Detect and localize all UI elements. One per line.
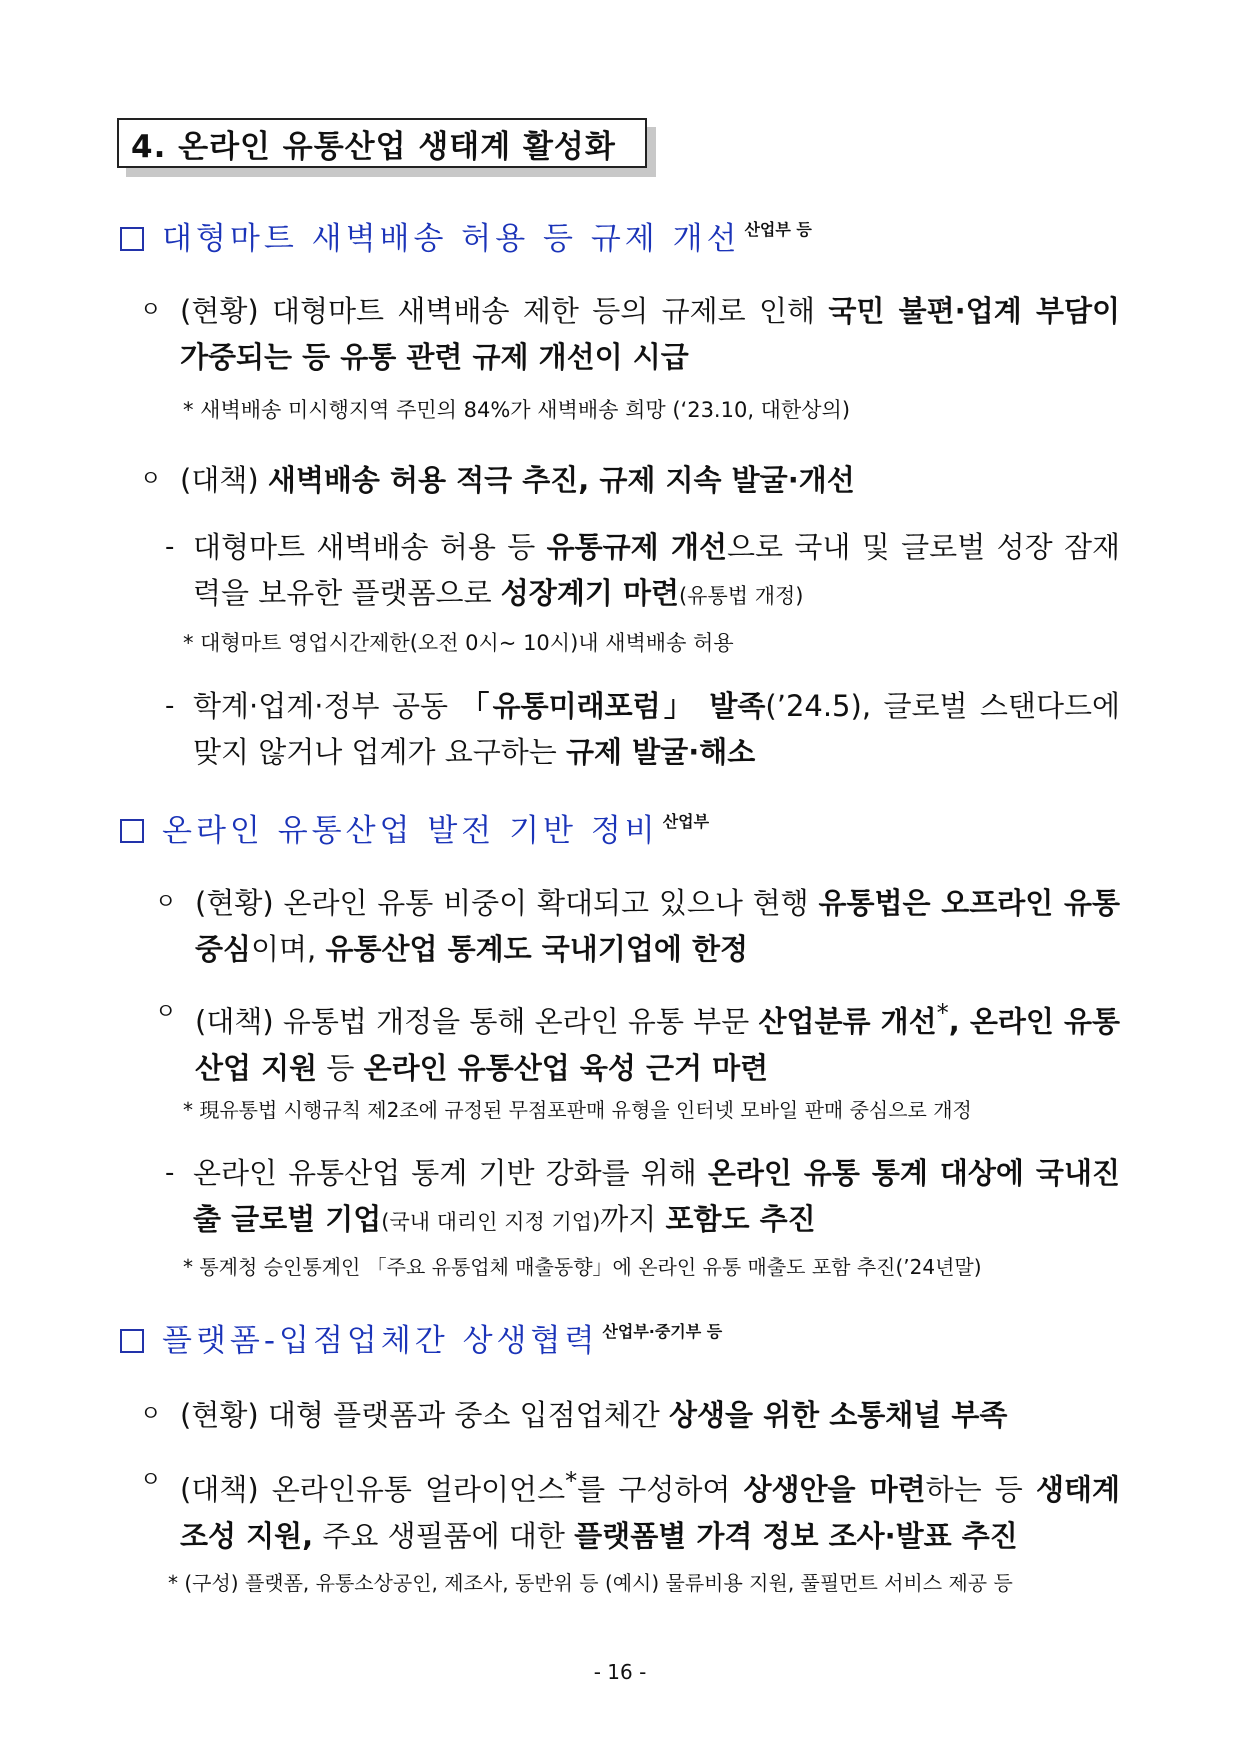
- item-text: (현황) 온라인 유통 비중이 확대되고 있으나 현행: [195, 886, 819, 920]
- item-text-bold: 새벽배송 허용 적극 추진, 규제 지속 발굴·개선: [267, 463, 855, 497]
- ministry-tag: 산업부·중기부 등: [602, 1322, 723, 1341]
- item-text: (대책) 온라인유통 얼라이언스: [180, 1472, 566, 1507]
- item-text: 하는 등: [925, 1472, 1036, 1507]
- circle-bullet: ㅇ: [155, 1000, 177, 1025]
- item-text: 주요 생필품에 대한: [313, 1518, 575, 1553]
- item-text: 온라인 유통산업 통계 기반 강화를 위해: [193, 1156, 708, 1190]
- item-text-bold: 온라인 유통 통계 대상에 국내진출 글로벌 기업: [193, 1156, 1120, 1236]
- list-item: [140, 1392, 1120, 1438]
- item-text: 를 구성하여: [577, 1472, 744, 1507]
- checkbox-square-icon: [120, 227, 144, 251]
- list-subitem: [165, 683, 1120, 775]
- item-text: 이며,: [251, 932, 326, 966]
- item-text-bold: 유통규제 개선: [546, 530, 727, 564]
- subsection-title: 온라인 유통산업 발전 기반 정비: [162, 813, 659, 849]
- subsection-heading-1: [120, 216, 812, 267]
- footnote-marker: *: [936, 999, 949, 1027]
- footnote-marker: *: [565, 1467, 578, 1495]
- item-text-bold: 상생을 위한 소통채널 부족: [668, 1398, 1008, 1432]
- subsection-heading-2: [120, 808, 709, 859]
- item-text: 으로 국내 및 글로벌 성장 잠재력을 보유한 플랫폼으로: [193, 530, 1121, 610]
- item-text-bold: 「유통미래포럼」 발족: [460, 689, 766, 723]
- item-text-bold: 산업분류 개선: [758, 1004, 937, 1039]
- item-text: (대책) 유통법 개정을 통해 온라인 유통 부문: [195, 1004, 759, 1039]
- item-text-bold: 유통산업 통계도 국내기업에 한정: [325, 932, 748, 966]
- item-text: (현황) 대형마트 새벽배송 제한 등의 규제로 인해: [180, 294, 829, 328]
- list-item: [155, 990, 1120, 1091]
- item-text-bold: , 온라인 유통산업 지원: [195, 1004, 1120, 1085]
- item-text: (’24.5), 글로벌 스탠다드에 맞지 않거나 업계가 요구하는: [193, 689, 1120, 769]
- item-text-small: (유통법 개정): [678, 584, 804, 608]
- list-item: [140, 1458, 1120, 1559]
- circle-bullet: ㅇ: [140, 467, 162, 492]
- item-text: (현황) 대형 플랫폼과 중소 입점업체간: [180, 1398, 669, 1432]
- footnote: * 새벽배송 미시행지역 주민의 84%가 새벽배송 희망 (‘23.10, 대한상의): [183, 398, 851, 422]
- circle-bullet: ㅇ: [140, 1402, 162, 1427]
- item-text: (대책): [180, 463, 268, 497]
- circle-bullet: ㅇ: [140, 1468, 162, 1493]
- item-text-bold: 상생안을 마련: [743, 1472, 926, 1507]
- dash-bullet: -: [165, 1158, 175, 1188]
- list-item: [155, 880, 1120, 972]
- circle-bullet: ㅇ: [155, 890, 177, 915]
- item-text: 등: [317, 1050, 364, 1085]
- item-text-bold: 규제 발굴·해소: [566, 735, 756, 769]
- footnote: * 대형마트 영업시간제한(오전 0시~ 10시)내 새벽배송 허용: [183, 631, 734, 655]
- list-subitem: [165, 524, 1120, 619]
- item-text: 학계·업계·정부 공동: [193, 689, 461, 723]
- page-number: - 16 -: [593, 1660, 647, 1684]
- item-text-bold: 유통법은 오프라인 유통 중심: [195, 886, 1120, 966]
- item-text-bold: 성장계기 마련: [500, 576, 679, 610]
- subsection-title: 플랫폼-입점업체간 상생협력: [162, 1323, 599, 1359]
- list-subitem: [165, 1150, 1120, 1245]
- item-text-small: (국내 대리인 지정 기업): [381, 1210, 601, 1234]
- circle-bullet: ㅇ: [140, 298, 162, 323]
- footnote: * (구성) 플랫폼, 유통소상공인, 제조사, 동반위 등 (예시) 물류비용 지원, 풀필먼트 서비스 제공 등: [168, 1571, 1013, 1595]
- item-text: 대형마트 새벽배송 허용 등: [193, 530, 547, 564]
- item-text-bold: 생태계 조성 지원,: [180, 1472, 1120, 1553]
- list-item: [140, 457, 1120, 503]
- item-text-bold: 포함도 추진: [665, 1202, 816, 1236]
- dash-bullet: -: [165, 532, 175, 562]
- ministry-tag: 산업부: [662, 812, 710, 831]
- item-text: 까지: [600, 1202, 666, 1236]
- checkbox-square-icon: [120, 819, 144, 843]
- section-title-box: [117, 118, 647, 168]
- dash-bullet: -: [165, 691, 175, 721]
- list-item: [140, 288, 1120, 380]
- item-text-bold: 플랫폼별 가격 정보 조사·발표 추진: [574, 1518, 1018, 1553]
- ministry-tag: 산업부 등: [744, 220, 812, 239]
- section-title: 4. 온라인 유통산업 생태계 활성화: [131, 128, 616, 165]
- item-text-bold: 국민 불편·업계 부담이 가중되는 등 유통 관련 규제 개선이 시급: [180, 294, 1120, 374]
- item-text-bold: 온라인 유통산업 육성 근거 마련: [363, 1050, 769, 1085]
- subsection-title: 대형마트 새벽배송 허용 등 규제 개선: [162, 221, 741, 257]
- subsection-heading-3: [120, 1318, 722, 1369]
- checkbox-square-icon: [120, 1329, 144, 1353]
- footnote: * 통계청 승인통계인 「주요 유통업체 매출동향」에 온라인 유통 매출도 포함 추진(’24년말): [183, 1255, 982, 1279]
- footnote: * 現유통법 시행규칙 제2조에 규정된 무점포판매 유형을 인터넷 모바일 판매 중심으로 개정: [183, 1098, 972, 1122]
